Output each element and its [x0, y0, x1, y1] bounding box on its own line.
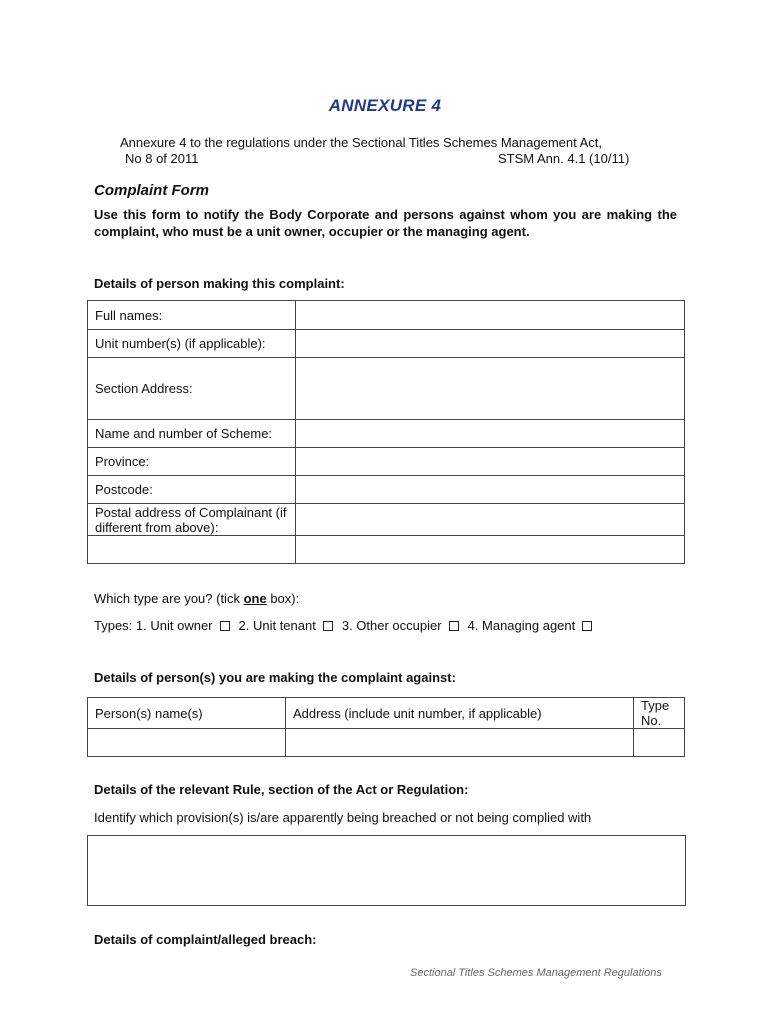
type-no-field[interactable] — [634, 729, 685, 757]
type-option-unit-owner-label: 1. Unit owner — [135, 618, 213, 633]
rule-heading: Details of the relevant Rule, section of the Act or Regulation: — [94, 782, 469, 797]
type-option-unit-tenant-label: 2. Unit tenant — [238, 618, 316, 633]
rule-instruction: Identify which provision(s) is/are apparently being breached or not being complied with — [94, 810, 592, 825]
table-row — [88, 301, 685, 330]
col-person-names: Person(s) name(s) — [88, 698, 286, 729]
type-options — [94, 618, 601, 633]
extra-label-cell[interactable] — [88, 536, 296, 564]
table-row — [88, 420, 685, 448]
section-address-field[interactable] — [296, 358, 685, 420]
page-footer: Sectional Titles Schemes Management Regulations — [410, 967, 662, 979]
type-option-managing-agent-label: 4. Managing agent — [467, 618, 576, 633]
table-row — [88, 536, 685, 564]
complainant-table — [87, 300, 685, 564]
col-address: Address (include unit number, if applicable) — [286, 698, 634, 729]
postcode-field[interactable] — [296, 476, 685, 504]
types-label: Types: — [94, 618, 133, 633]
scheme-field[interactable] — [296, 420, 685, 448]
against-heading: Details of person(s) you are making the complaint against: — [94, 670, 456, 685]
table-row — [88, 358, 685, 420]
annexure-reference: STSM Ann. 4.1 (10/11) — [498, 151, 630, 166]
form-title: Complaint Form — [94, 182, 209, 199]
province-label: Province: — [88, 448, 296, 476]
table-row — [88, 476, 685, 504]
annexure-subtitle-line2: No 8 of 2011 — [125, 151, 199, 166]
section-address-label: Section Address: — [88, 358, 296, 420]
postcode-label: Postcode: — [88, 476, 296, 504]
type-question-suffix: box): — [270, 591, 300, 606]
unit-tenant-checkbox[interactable] — [323, 621, 333, 631]
col-type-no: Type No. — [634, 698, 685, 729]
table-row — [88, 330, 685, 358]
address-field[interactable] — [286, 729, 634, 757]
breach-heading: Details of complaint/alleged breach: — [94, 932, 317, 947]
type-question — [94, 591, 299, 606]
extra-value-cell[interactable] — [296, 536, 685, 564]
table-row — [88, 448, 685, 476]
province-field[interactable] — [296, 448, 685, 476]
against-table — [87, 697, 685, 757]
full-names-field[interactable] — [296, 301, 685, 330]
person-name-field[interactable] — [88, 729, 286, 757]
annexure-subtitle-line1: Annexure 4 to the regulations under the Sectional Titles Schemes Management Act, — [120, 135, 603, 150]
table-row — [88, 504, 685, 536]
type-question-emphasis: one — [243, 591, 267, 606]
complainant-heading: Details of person making this complaint: — [94, 276, 345, 291]
type-question-prefix: Which type are you? (tick — [94, 591, 240, 606]
postal-address-label: Postal address of Complainant (if different from above): — [88, 504, 296, 536]
unit-owner-checkbox[interactable] — [220, 621, 230, 631]
postal-address-field[interactable] — [296, 504, 685, 536]
other-occupier-checkbox[interactable] — [449, 621, 459, 631]
table-row — [88, 698, 685, 729]
full-names-label: Full names: — [88, 301, 296, 330]
provision-field[interactable] — [87, 835, 686, 906]
annexure-title: ANNEXURE 4 — [328, 96, 442, 115]
unit-number-label: Unit number(s) (if applicable): — [88, 330, 296, 358]
managing-agent-checkbox[interactable] — [582, 621, 592, 631]
table-row — [88, 729, 685, 757]
type-option-other-occupier-label: 3. Other occupier — [341, 618, 442, 633]
unit-number-field[interactable] — [296, 330, 685, 358]
form-intro: Use this form to notify the Body Corporate and persons against whom you are making the complaint, who must be a unit owner, occupier or the managing agent. — [94, 207, 677, 239]
scheme-label: Name and number of Scheme: — [88, 420, 296, 448]
